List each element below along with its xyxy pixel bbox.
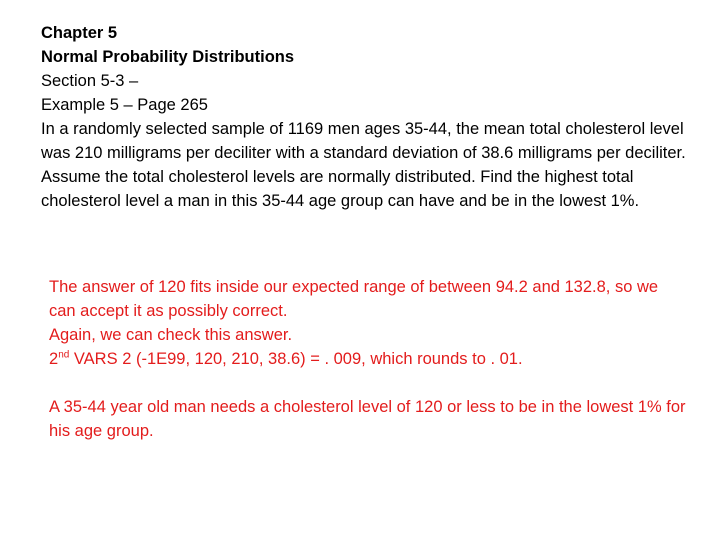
calc-expression: VARS 2 (-1E99, 120, 210, 38.6) = . 009, which rounds to . 01. — [69, 350, 523, 368]
section-label: Section 5-3 – — [41, 72, 139, 90]
example-header — [41, 21, 691, 213]
calculator-check — [49, 347, 689, 371]
calc-prefix: 2 — [49, 350, 59, 368]
topic-title: Normal Probability Distributions — [41, 48, 295, 66]
example-label: Example 5 – Page 265 — [41, 96, 208, 114]
conclusion: A 35-44 year old man needs a cholesterol level of 120 or less to be in the lowest 1% for his age group. — [49, 398, 686, 440]
answer-block — [49, 275, 689, 443]
chapter-title: Chapter 5 — [41, 24, 118, 42]
problem-statement: In a randomly selected sample of 1169 men ages 35-44, the mean total cholesterol level was 210 milligrams per deciliter with a standard deviation of 38.6 milligrams per deciliter. Assume the total cholesterol levels are normally distributed. Find the highest total cholesterol level a man in this 35-44 age group can have and be in the lowest 1%. — [41, 120, 686, 210]
paragraph-gap — [49, 371, 689, 395]
answer-check-intro: Again, we can check this answer. — [49, 326, 293, 344]
calc-superscript: nd — [58, 349, 70, 361]
answer-range-check: The answer of 120 fits inside our expected range of between 94.2 and 132.8, so we can accept it as possibly correct. — [49, 278, 659, 320]
